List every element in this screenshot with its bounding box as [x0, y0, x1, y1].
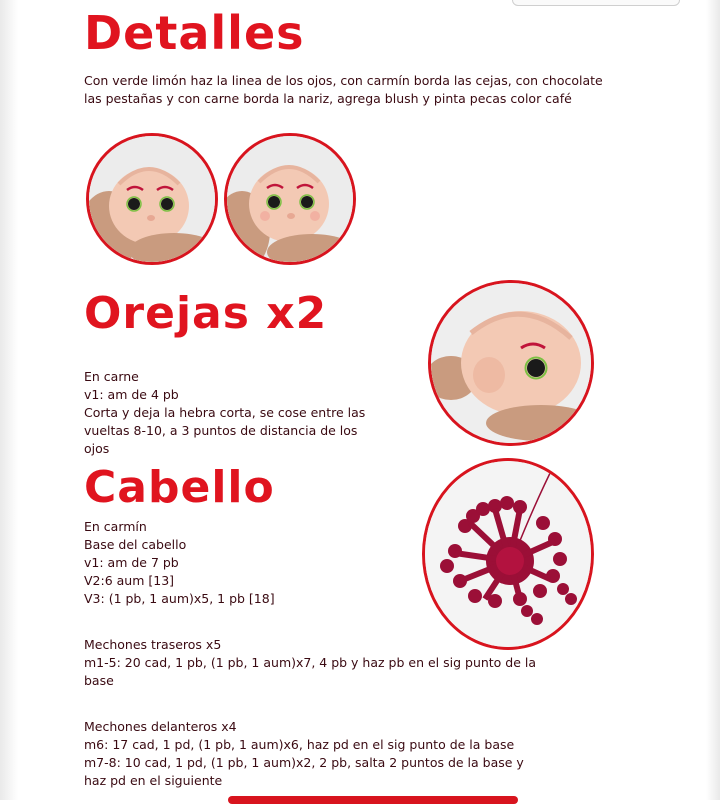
mechones-delanteros-title: Mechones delanteros x4	[84, 719, 237, 734]
orejas-instructions	[84, 368, 394, 458]
cabello-row: v1: am de 7 pb	[84, 555, 179, 570]
mechones-delanteros-line: m6: 17 cad, 1 pd, (1 pb, 1 aum)x6, haz pd en el sig punto de la base	[84, 737, 515, 752]
bottom-bar	[228, 796, 518, 804]
hair-piece-icon	[425, 461, 591, 647]
detalles-description	[84, 72, 644, 108]
cabello-heading: Cabello	[84, 462, 275, 513]
mechones-delanteros-line: m7-8: 10 cad, 1 pd, (1 pb, 1 aum)x2, 2 pb, salta 2 puntos de la base y	[84, 755, 524, 770]
cabello-row: V3: (1 pb, 1 aum)x5, 1 pb [18]	[84, 591, 275, 606]
doll-head-photo-icon	[89, 136, 215, 262]
mechones-delanteros-line: haz pd en el siguiente	[84, 773, 223, 788]
doll-head-side-photo	[428, 280, 594, 446]
orejas-instruction-line: ojos	[84, 441, 110, 456]
mechones-traseros-title: Mechones traseros x5	[84, 637, 222, 652]
doll-head-front-photo-2	[224, 133, 356, 265]
detalles-heading: Detalles	[84, 6, 305, 60]
detalles-description-line: las pestañas y con carne borda la nariz, agrega blush y pinta pecas color café	[84, 91, 572, 106]
mechones-traseros-line: base	[84, 673, 114, 688]
hair-piece-photo	[422, 458, 594, 650]
orejas-instruction-line: vueltas 8-10, a 3 puntos de distancia de los	[84, 423, 358, 438]
cabello-instructions	[84, 518, 384, 608]
mechones-delanteros	[84, 718, 554, 790]
orejas-heading: Orejas x2	[84, 288, 328, 339]
doll-head-photo-icon	[227, 136, 353, 262]
top-tab	[512, 0, 680, 6]
orejas-instruction-line: Corta y deja la hebra corta, se cose entre las	[84, 405, 366, 420]
orejas-row: v1: am de 4 pb	[84, 387, 179, 402]
mechones-traseros	[84, 636, 564, 690]
cabello-base-title: Base del cabello	[84, 537, 187, 552]
orejas-color: En carne	[84, 369, 139, 384]
page-edge-left	[0, 0, 18, 800]
mechones-traseros-line: m1-5: 20 cad, 1 pb, (1 pb, 1 aum)x7, 4 pb y haz pb en el sig punto de la	[84, 655, 537, 670]
page-edge-right	[706, 0, 720, 800]
doll-head-side-icon	[431, 283, 591, 443]
detalles-description-line: Con verde limón haz la linea de los ojos, con carmín borda las cejas, con chocolate	[84, 73, 603, 88]
doll-head-front-photo-1	[86, 133, 218, 265]
cabello-color: En carmín	[84, 519, 147, 534]
cabello-row: V2:6 aum [13]	[84, 573, 175, 588]
